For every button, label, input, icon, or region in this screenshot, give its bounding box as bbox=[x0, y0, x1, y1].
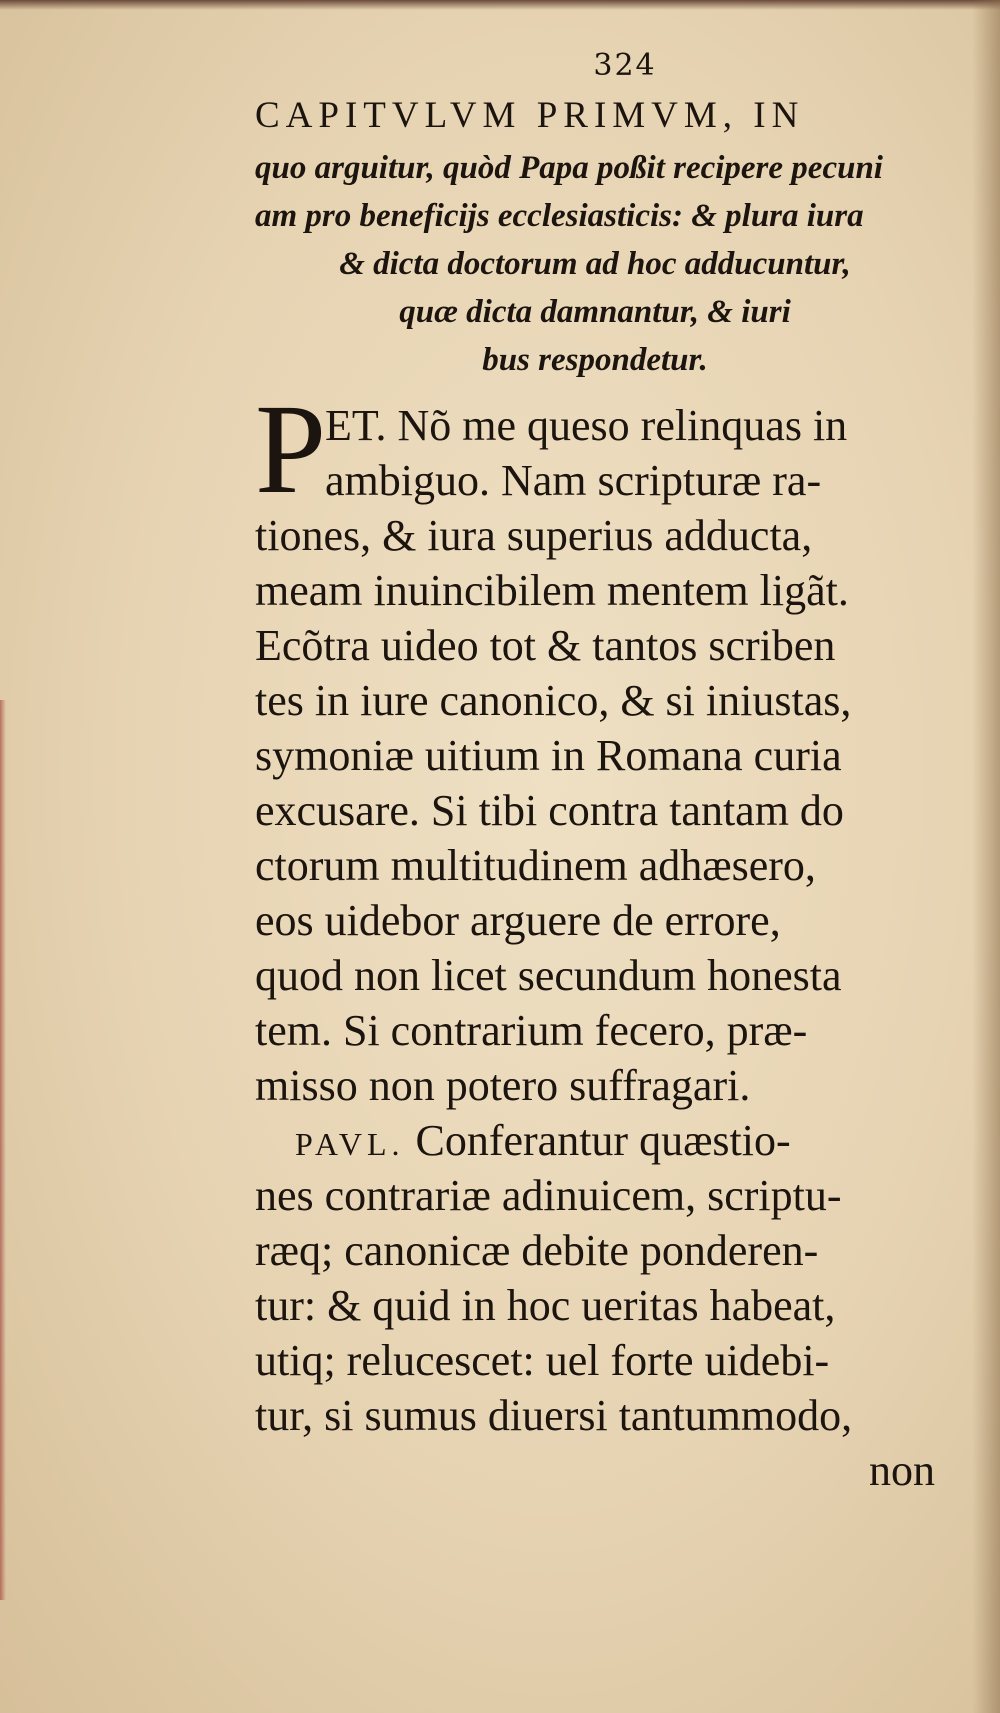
page-gutter-shadow bbox=[972, 0, 1000, 1713]
text-block bbox=[255, 48, 935, 1498]
chapter-subtitle bbox=[255, 144, 935, 384]
body-line: ræq; canonicæ debite ponderen- bbox=[255, 1226, 819, 1275]
body-line: nes contrariæ adinuicem, scriptu- bbox=[255, 1171, 842, 1220]
subtitle-line: quæ dicta damnantur, & iuri bbox=[399, 294, 791, 330]
subtitle-line: & dicta doctorum ad hoc adducuntur, bbox=[339, 246, 851, 282]
page-left-edge bbox=[0, 700, 6, 1600]
body-line: ambiguo. Nam scripturæ ra- bbox=[325, 456, 822, 505]
dropcap-paragraph-start bbox=[255, 378, 935, 520]
chapter-heading: CAPITVLVM PRIMVM, IN bbox=[255, 95, 805, 136]
body-line: utiq; relucescet: uel forte uidebi- bbox=[255, 1336, 830, 1385]
body-line: ctorum multitudinem adhæsero, bbox=[255, 841, 816, 890]
body-line: symoniæ uitium in Romana curia bbox=[255, 731, 842, 780]
body-line: tiones, & iura superius adducta, bbox=[255, 511, 813, 560]
subtitle-line: am pro beneficijs ecclesiasticis: & plura iura bbox=[255, 198, 864, 234]
body-line: eos uidebor arguere de errore, bbox=[255, 896, 781, 945]
catchword: non bbox=[869, 1446, 935, 1495]
drop-cap: P bbox=[255, 378, 327, 520]
speaker-label: PAVL. bbox=[295, 1126, 405, 1162]
body-line: tes in iure canonico, & si iniustas, bbox=[255, 676, 852, 725]
speaker-line-text: Conferantur quæstio- bbox=[415, 1116, 791, 1165]
body-line: excusare. Si tibi contra tantam do bbox=[255, 786, 844, 835]
body-line: tur, si sumus diuersi tantummodo, bbox=[255, 1391, 853, 1440]
body-line: Ecõtra uideo tot & tantos scriben bbox=[255, 621, 836, 670]
body-line: tur: & quid in hoc ueritas habeat, bbox=[255, 1281, 836, 1330]
page-top-edge bbox=[0, 0, 1000, 10]
page-number: 324 bbox=[593, 48, 657, 83]
body-line: meam inuincibilem mentem ligãt. bbox=[255, 566, 849, 615]
body-line: tem. Si contrarium fecero, præ- bbox=[255, 1006, 808, 1055]
body-line: quod non licet secundum honesta bbox=[255, 951, 842, 1000]
body-line: misso non potero suffragari. bbox=[255, 1061, 751, 1110]
subtitle-line: quo arguitur, quòd Papa poßit recipere pecuni bbox=[255, 150, 883, 186]
body-line: ET. Nõ me queso relinquas in bbox=[325, 401, 848, 450]
speaker-line bbox=[255, 1113, 935, 1168]
body-text bbox=[255, 378, 935, 1498]
subtitle-line: bus respondetur. bbox=[482, 342, 708, 378]
